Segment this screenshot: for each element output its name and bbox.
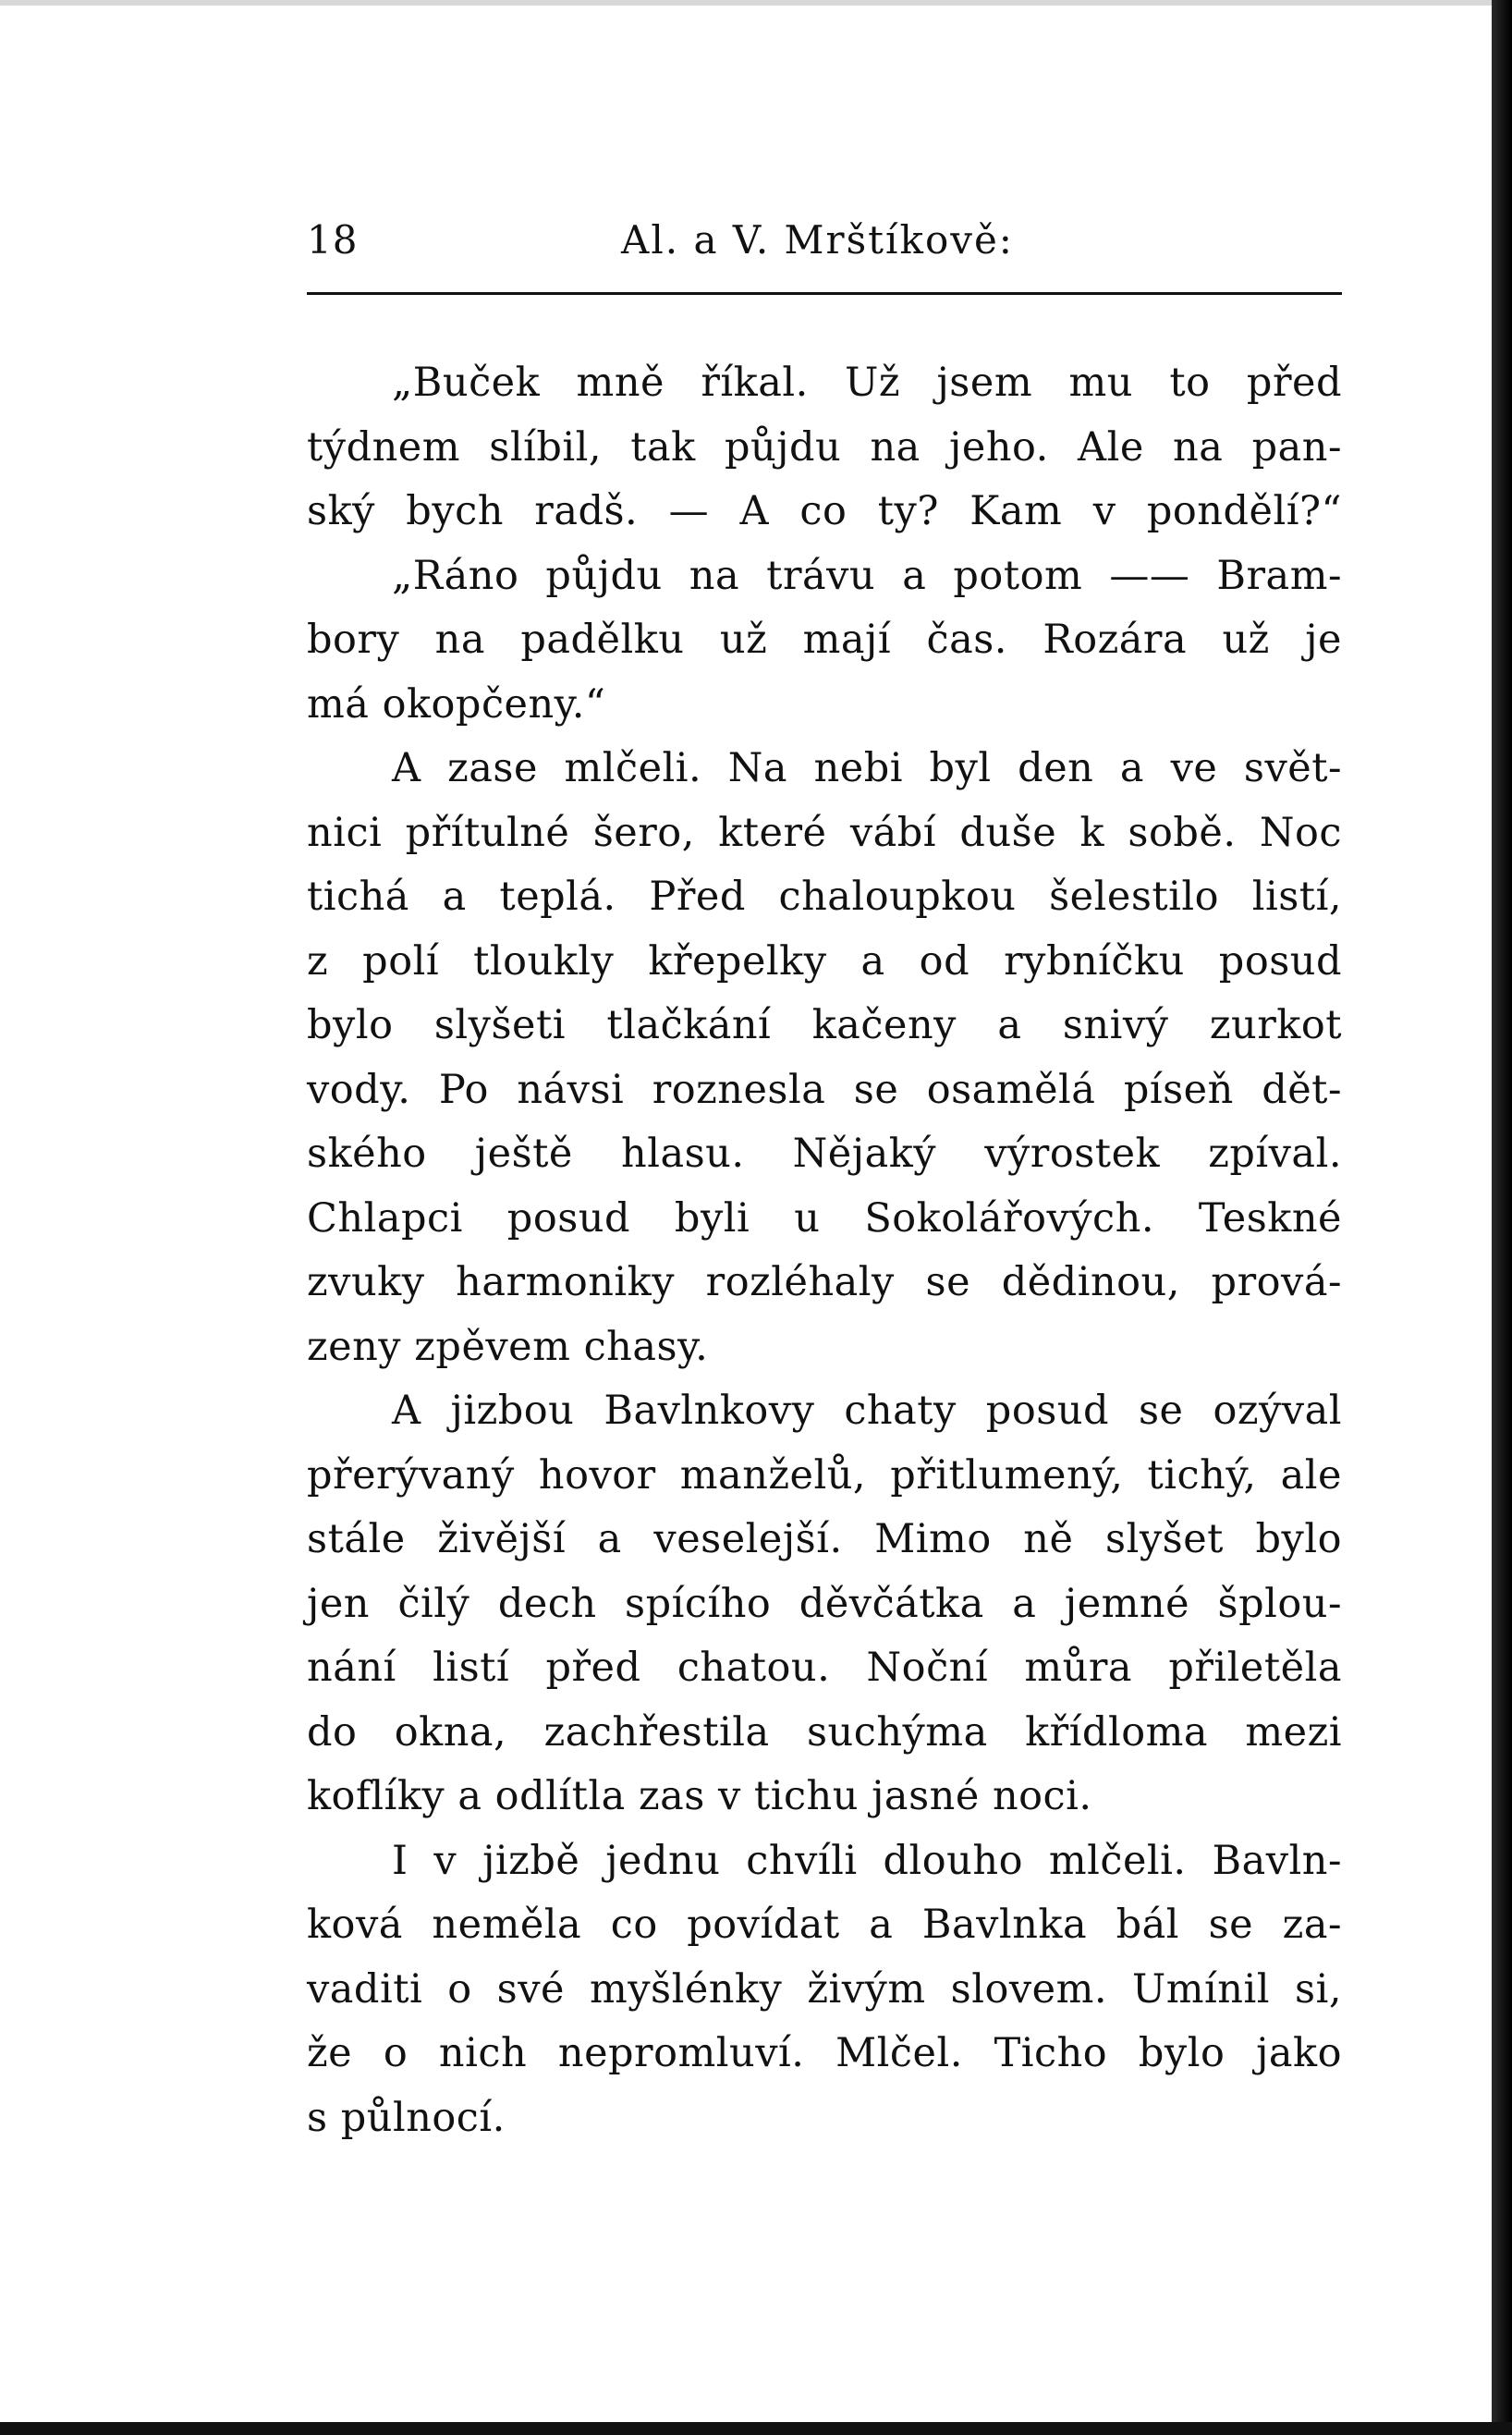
header-rule (307, 292, 1342, 295)
text-line: „Ráno půjdu na trávu a potom —— Bram- (392, 552, 1342, 599)
text-line: vaditi o své myšlénky živým slovem. Umínil si, (307, 1965, 1342, 2013)
scan-edge-right (1492, 0, 1512, 2435)
text-line: vody. Po návsi roznesla se osamělá píseň dět- (307, 1066, 1342, 1113)
running-title: Al. a V. Mrštíkově: (621, 217, 1014, 263)
text-line: ský bych radš. — A co ty? Kam v pondělí?“ (307, 488, 1342, 534)
text-line: z polí tloukly křepelky a od rybníčku posud (307, 937, 1342, 985)
text-line: zeny zpěvem chasy. (307, 1323, 709, 1370)
text-line: Chlapci posud byli u Sokolářových. Teskné (307, 1194, 1342, 1242)
text-line: I v jizbě jednu chvíli dlouho mlčeli. Bavln- (392, 1837, 1342, 1884)
text-line: koflíky a odlítla zas v tichu jasné noci. (307, 1773, 1092, 1819)
text-line: A jizbou Bavlnkovy chaty posud se ozýval (392, 1388, 1342, 1434)
text-line: bylo slyšeti tlačkání kačeny a snivý zurkot (307, 1002, 1342, 1048)
text-line: ského ještě hlasu. Nějaký výrostek zpíval. (307, 1131, 1342, 1177)
text-line: jen čilý dech spícího děvčátka a jemné šplou- (307, 1580, 1342, 1627)
text-line: zvuky harmoniky rozléhaly se dědinou, prová- (307, 1259, 1342, 1305)
text-line: bory na padělku už mají čas. Rozára už je (307, 617, 1342, 663)
text-line: stále živější a veselejší. Mimo ně slyšet bylo (307, 1516, 1342, 1562)
body-text (307, 351, 1342, 2150)
text-line: má okopčeny.“ (307, 680, 606, 728)
scan-edge-bottom (0, 2422, 1512, 2435)
book-page (307, 213, 1342, 2141)
text-line: „Buček mně říkal. Už jsem mu to před (392, 360, 1342, 406)
running-header (307, 213, 1342, 268)
text-line: s půlnocí. (307, 2094, 506, 2141)
scan-edge-top (0, 0, 1512, 6)
text-line: ková neměla co povídat a Bavlnka bál se za- (307, 1902, 1342, 1948)
text-line: do okna, zachřestila suchýma křídloma mezi (307, 1708, 1342, 1756)
text-line: týdnem slíbil, tak půjdu na jeho. Ale na pan- (307, 423, 1342, 471)
text-line: tichá a teplá. Před chaloupkou šelestilo listí, (307, 874, 1342, 920)
text-line: že o nich nepromluví. Mlčel. Ticho bylo jako (307, 2030, 1342, 2076)
text-line: přerývaný hovor manželů, přitlumený, tichý, ale (307, 1451, 1342, 1499)
page-number: 18 (307, 217, 359, 263)
text-line: nici přítulné šero, které vábí duše k sobě. Noc (307, 809, 1342, 856)
text-line: A zase mlčeli. Na nebi byl den a ve svět- (392, 745, 1342, 791)
text-line: nání listí před chatou. Noční můra přiletěla (307, 1645, 1342, 1691)
